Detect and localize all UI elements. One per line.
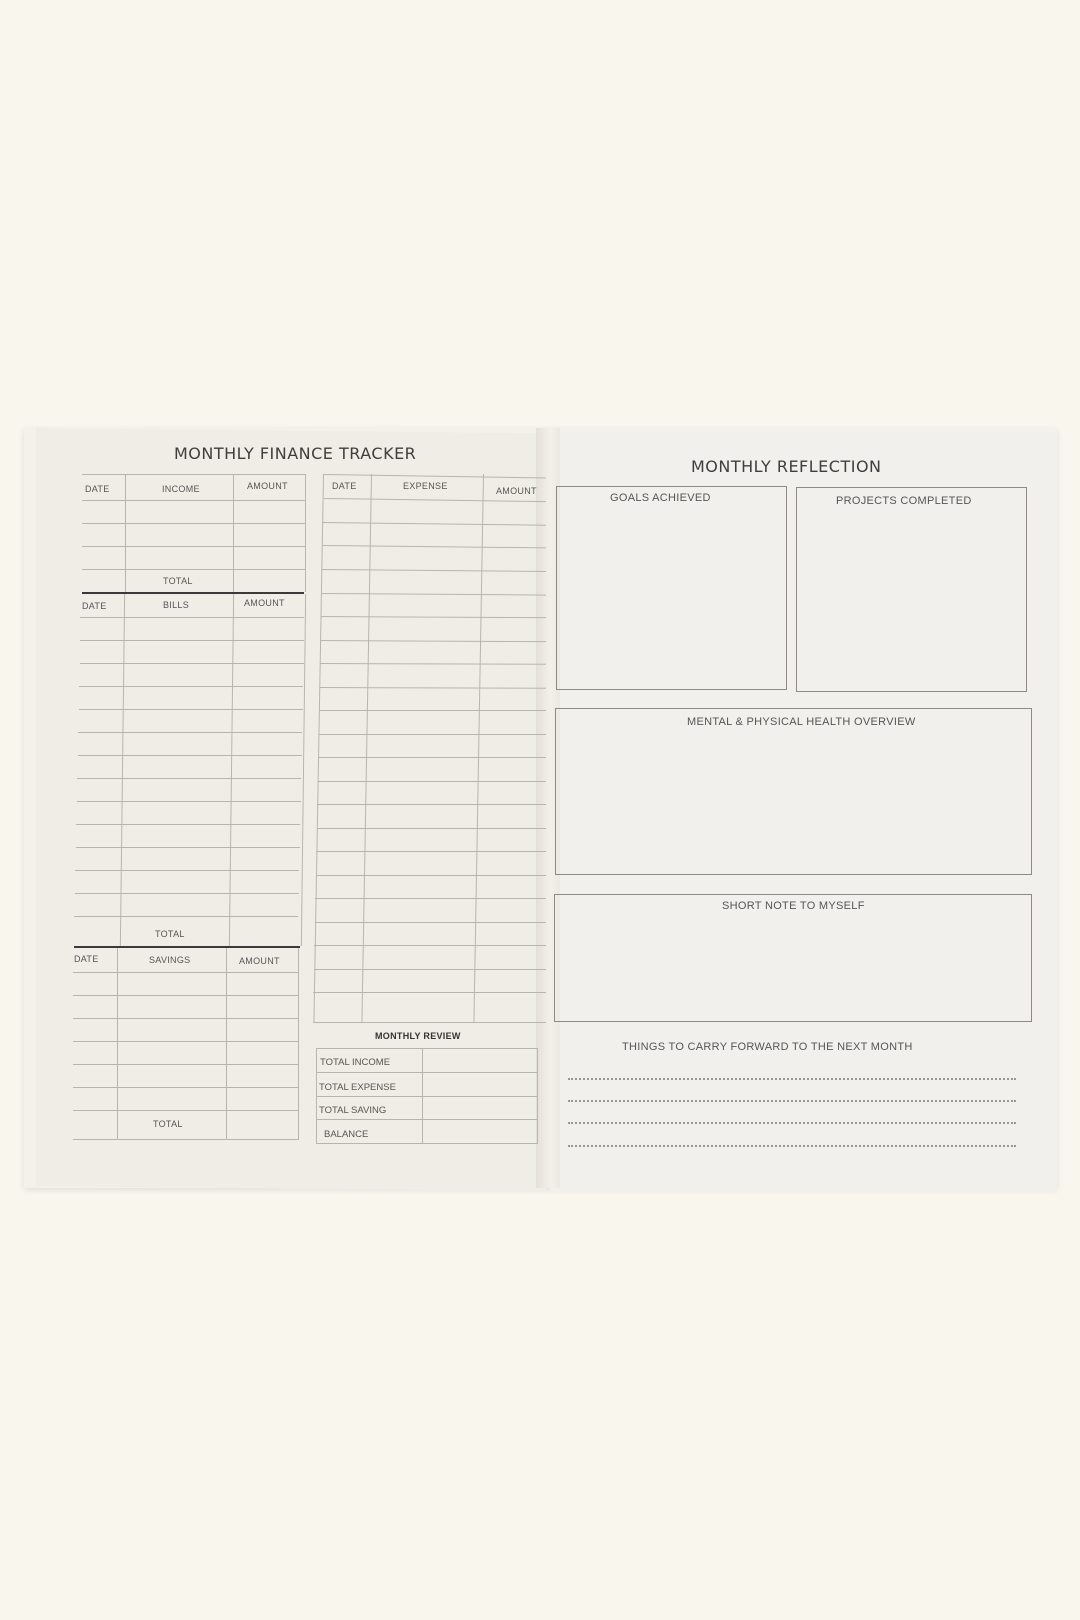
expense-header-date: DATE — [332, 481, 357, 491]
health-overview-title: MENTAL & PHYSICAL HEALTH OVERVIEW — [687, 716, 916, 728]
monthly-review-title: MONTHLY REVIEW — [375, 1031, 461, 1041]
carry-forward-title: THINGS TO CARRY FORWARD TO THE NEXT MONTH — [622, 1041, 913, 1053]
left-page — [36, 428, 546, 1191]
finance-tracker-title: MONTHLY FINANCE TRACKER — [174, 444, 417, 463]
carry-forward-line[interactable] — [568, 1078, 1016, 1080]
savings-header-savings: SAVINGS — [149, 955, 191, 965]
bills-total-label: TOTAL — [155, 929, 185, 939]
goals-achieved-box[interactable] — [556, 486, 787, 690]
carry-forward-line[interactable] — [568, 1122, 1016, 1124]
projects-completed-title: PROJECTS COMPLETED — [836, 495, 972, 507]
bills-header-amount: AMOUNT — [244, 598, 285, 608]
projects-completed-box[interactable] — [796, 487, 1027, 692]
review-balance: BALANCE — [324, 1129, 369, 1140]
goals-achieved-title: GOALS ACHIEVED — [610, 492, 711, 504]
expense-header-amount: AMOUNT — [496, 486, 537, 496]
income-header-amount: AMOUNT — [247, 481, 288, 491]
income-header-income: INCOME — [162, 484, 200, 494]
savings-header-amount: AMOUNT — [239, 956, 280, 966]
short-note-title: SHORT NOTE TO MYSELF — [722, 900, 865, 912]
review-total-saving: TOTAL SAVING — [319, 1105, 387, 1116]
bills-header-date: DATE — [82, 601, 107, 611]
savings-total-label: TOTAL — [153, 1119, 183, 1129]
savings-header-date: DATE — [74, 954, 99, 964]
bills-header-bills: BILLS — [163, 600, 190, 610]
income-header-date: DATE — [85, 484, 110, 494]
review-total-expense: TOTAL EXPENSE — [319, 1082, 396, 1093]
review-total-income: TOTAL INCOME — [320, 1057, 391, 1068]
health-overview-box[interactable] — [555, 708, 1032, 875]
carry-forward-line[interactable] — [568, 1145, 1016, 1147]
short-note-box[interactable] — [554, 894, 1032, 1022]
income-total-label: TOTAL — [163, 576, 193, 586]
expense-header-expense: EXPENSE — [403, 481, 448, 491]
carry-forward-line[interactable] — [568, 1100, 1016, 1102]
reflection-title: MONTHLY REFLECTION — [691, 457, 882, 476]
